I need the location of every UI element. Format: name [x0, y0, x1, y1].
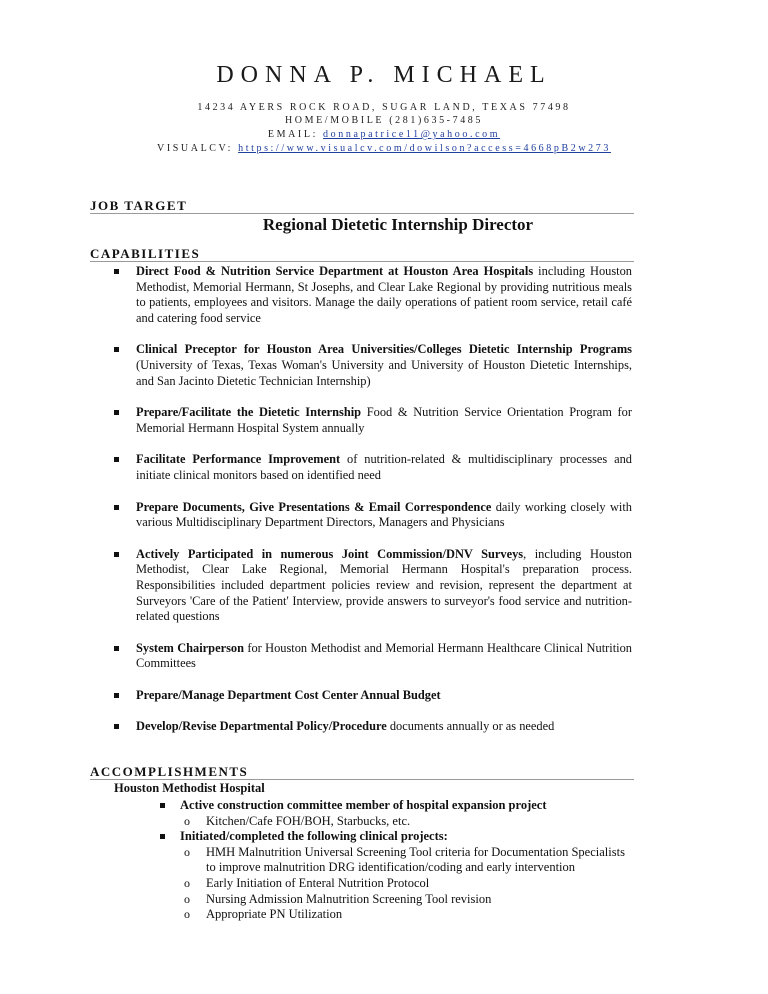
bullet-square-icon: [114, 410, 119, 415]
sub-item-text: Early Initiation of Enteral Nutrition Protocol: [206, 875, 430, 890]
capability-item: [114, 264, 632, 326]
capability-bold: Prepare/Facilitate the Dietetic Internship: [136, 405, 362, 420]
email-line: [0, 129, 768, 140]
capability-item: [114, 500, 632, 531]
bullet-square-icon: [114, 347, 119, 352]
capability-text: documents annually or as needed: [386, 719, 555, 734]
phone: HOME/MOBILE (281)635-7485: [284, 115, 484, 126]
bullet-square-icon: [160, 834, 165, 839]
sub-item: [180, 814, 630, 830]
sub-item-text: HMH Malnutrition Universal Screening Tool criteria for Documentation Specialists to improve malnutrition DRG identification/coding and early intervention: [206, 844, 625, 875]
capability-item: [114, 547, 632, 625]
capability-text: including Houston Methodist, Memorial Hermann, St Josephs, and Clear Lake Regional by providing nutritious meals to patients, employees and visitors. Manage the daily operations of patient room service, retail café and catering food service: [136, 264, 632, 325]
capability-bold: Prepare/Manage Department Cost Center Annual Budget: [136, 687, 441, 702]
sub-item: [180, 845, 630, 876]
bullet-square-icon: [114, 693, 119, 698]
capability-bold: Prepare Documents, Give Presentations & Email Correspondence: [136, 499, 492, 514]
circle-bullet-icon: o: [184, 844, 190, 859]
visualcv-link[interactable]: https://www.visualcv.com/dowilson?access=4668pB2w273: [238, 143, 611, 154]
address: 14234 AYERS ROCK ROAD, SUGAR LAND, TEXAS 77498: [197, 102, 571, 113]
bullet-square-icon: [114, 552, 119, 557]
capability-item: [114, 452, 632, 483]
accomplishment-sublist: [180, 845, 630, 923]
accomplishment-text: Initiated/completed the following clinical projects:: [180, 829, 448, 844]
circle-bullet-icon: o: [184, 891, 190, 906]
job-target-title: Regional Dietetic Internship Director: [262, 215, 534, 234]
accomplishment-text: Active construction committee member of hospital expansion project: [180, 798, 547, 812]
bullet-square-icon: [114, 724, 119, 729]
capability-bold: System Chairperson: [136, 640, 244, 655]
capability-bold: Actively Participated in numerous Joint Commission/DNV Surveys: [136, 546, 524, 561]
sub-item: [180, 907, 630, 923]
email-label: EMAIL:: [267, 129, 324, 140]
capabilities-list: [114, 264, 632, 751]
accomplishment-item: [160, 798, 630, 829]
capability-item: [114, 641, 632, 672]
sub-item-text: Kitchen/Cafe FOH/BOH, Starbucks, etc.: [206, 813, 411, 828]
visualcv-label: VISUALCV:: [157, 143, 239, 154]
capability-text: of nutrition-related & multidisciplinary processes and initiate clinical monitors based on identified need: [136, 452, 632, 482]
capability-bold: Facilitate Performance Improvement: [136, 452, 341, 467]
capability-item: [114, 342, 632, 389]
sub-item-text: Nursing Admission Malnutrition Screening Tool revision: [206, 891, 492, 906]
bullet-square-icon: [114, 505, 119, 510]
email-link[interactable]: donnapatrice11@yahoo.com: [323, 129, 501, 140]
capability-text: (University of Texas, Texas Woman's University and University of Houston Dietetic Internships, and San Jacinto Dietetic Technician Internship): [136, 357, 632, 388]
capability-text: Food & Nutrition Service Orientation Program for Memorial Hermann Hospital System annually: [136, 405, 633, 435]
bullet-square-icon: [114, 646, 119, 651]
bullet-square-icon: [160, 803, 165, 808]
capabilities-heading: CAPABILITIES: [90, 246, 634, 262]
circle-bullet-icon: o: [184, 907, 190, 922]
capability-bold: Clinical Preceptor for Houston Area Universities/Colleges Dietetic Internship Programs: [136, 342, 632, 357]
bullet-square-icon: [114, 269, 119, 274]
accomplishments-list: [160, 798, 630, 923]
sub-item: [180, 892, 630, 908]
capability-item: [114, 405, 632, 436]
visualcv-line: [0, 143, 768, 154]
accomplishment-sublist: [180, 814, 630, 830]
circle-bullet-icon: o: [184, 875, 190, 890]
bullet-square-icon: [114, 457, 119, 462]
circle-bullet-icon: o: [184, 813, 190, 828]
capability-bold: Develop/Revise Departmental Policy/Procedure: [136, 719, 387, 734]
accomplishment-item: [160, 829, 630, 923]
accomplishment-org: Houston Methodist Hospital: [114, 781, 265, 795]
sub-item: [180, 876, 630, 892]
sub-item-text: Appropriate PN Utilization: [206, 907, 343, 922]
capability-text: for Houston Methodist and Memorial Hermann Healthcare Clinical Nutrition Committees: [136, 640, 632, 671]
capability-item: [114, 688, 632, 704]
accomplishments-heading: ACCOMPLISHMENTS: [90, 764, 634, 780]
candidate-name: DONNA P. MICHAEL: [216, 62, 552, 88]
job-target-heading: JOB TARGET: [90, 198, 634, 214]
capability-bold: Direct Food & Nutrition Service Department at Houston Area Hospitals: [136, 264, 534, 278]
capability-text: daily working closely with various Multidisciplinary Department Directors, Managers and Physicians: [136, 499, 632, 530]
capability-item: [114, 719, 632, 735]
capability-text: , including Houston Methodist, Clear Lake Regional, Memorial Hermann Hospital's preparation process. Responsibilities included department policies review and revision, represent the department at Surveyors 'Care of the Patient' Interview, provide answers to surveyor's food service and nutrition-related questions: [136, 546, 632, 624]
